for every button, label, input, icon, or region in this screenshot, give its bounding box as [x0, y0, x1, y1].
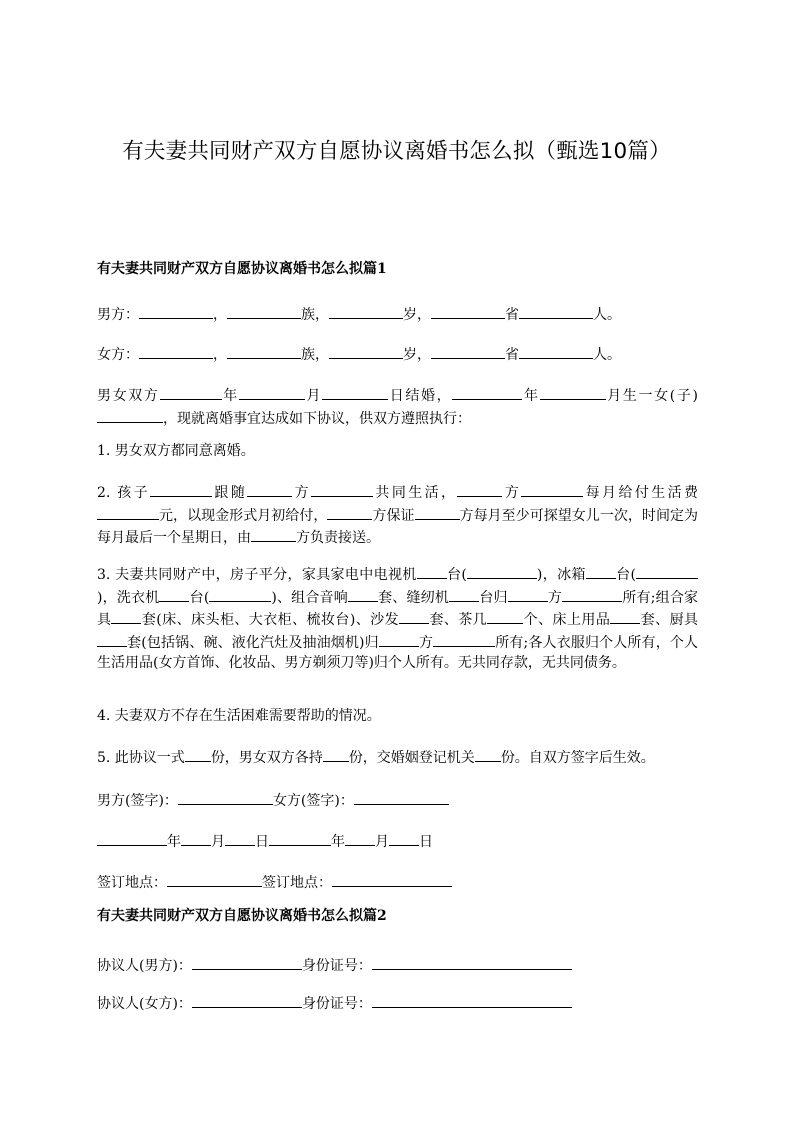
fill-blank — [247, 481, 292, 497]
party-male-line: 协议人(男方)： 身份证号： — [97, 954, 697, 976]
clause-1: 1. 男女双方都同意离婚。 — [97, 443, 255, 459]
fill-blank — [323, 746, 349, 762]
male-info-line: 男方： ， 族， 岁， 省 人。 — [97, 303, 697, 325]
fill-blank — [452, 384, 522, 400]
fill-blank — [433, 631, 495, 647]
fill-blank — [379, 631, 419, 647]
fill-blank — [269, 830, 331, 846]
fill-blank — [225, 830, 255, 846]
fill-blank — [521, 481, 583, 497]
fill-blank — [139, 343, 213, 359]
place-line: 签订地点： 签订地点： — [97, 871, 697, 893]
fill-blank — [457, 481, 502, 497]
fill-blank — [251, 526, 296, 542]
fill-blank — [540, 384, 606, 400]
fill-blank — [227, 303, 301, 319]
fill-blank — [322, 384, 388, 400]
fill-blank — [475, 746, 501, 762]
fill-blank — [345, 830, 375, 846]
marriage-paragraph: 男女双方 年 月 日结婚， 年 月生一女(子)，现就离婚事宜达成如下协议，供双方遵照执行： — [97, 384, 698, 429]
fill-blank — [562, 586, 622, 602]
fill-blank — [111, 608, 141, 624]
fill-blank — [348, 586, 378, 602]
fill-blank — [399, 608, 429, 624]
section-heading-2: 有夫妻共同财产双方自愿协议离婚书怎么拟篇2 — [97, 908, 387, 924]
fill-blank — [192, 992, 302, 1008]
fill-blank — [311, 481, 373, 497]
signature-line: 男方(签字)： 女方(签字)： — [97, 789, 697, 811]
fill-blank — [431, 303, 505, 319]
fill-blank — [508, 586, 548, 602]
fill-blank — [487, 608, 523, 624]
fill-blank — [97, 504, 159, 520]
fill-blank — [97, 407, 163, 423]
fill-blank — [610, 608, 640, 624]
fill-blank — [519, 303, 593, 319]
fill-blank — [449, 586, 479, 602]
fill-blank — [160, 384, 222, 400]
fill-blank — [417, 563, 447, 579]
fill-blank — [636, 563, 698, 579]
fill-blank — [329, 303, 403, 319]
clause-4: 4. 夫妻双方不存在生活困难需要帮助的情况。 — [97, 708, 381, 724]
fill-blank — [97, 830, 167, 846]
fill-blank — [586, 563, 616, 579]
fill-blank — [467, 563, 537, 579]
fill-blank — [372, 992, 572, 1008]
clause-5: 5. 此协议一式 份，男女双方各持 份，交婚姻登记机关 份。自双方签字后生效。 — [97, 746, 697, 768]
fill-blank — [181, 830, 211, 846]
fill-blank — [209, 586, 271, 602]
fill-blank — [139, 303, 213, 319]
fill-blank — [329, 343, 403, 359]
female-info-line: 女方： ， 族， 岁， 省 人。 — [97, 343, 697, 365]
fill-blank — [389, 830, 419, 846]
fill-blank — [327, 504, 372, 520]
fill-blank — [167, 871, 262, 887]
party-female-line: 协议人(女方)： 身份证号： — [97, 992, 697, 1014]
fill-blank — [150, 481, 212, 497]
fill-blank — [431, 343, 505, 359]
fill-blank — [192, 954, 302, 970]
fill-blank — [415, 504, 460, 520]
document-title: 有夫妻共同财产双方自愿协议离婚书怎么拟（甄选10篇） — [122, 139, 671, 164]
fill-blank — [227, 343, 301, 359]
section-heading-1: 有夫妻共同财产双方自愿协议离婚书怎么拟篇1 — [97, 261, 387, 277]
clause-2: 2. 孩子 跟随 方 共同生活， 方 每月给付生活费元，以现金形式月初给付， 方保证 方每月至少可探望女儿一次，时间定为每月最后一个星期日，由 方负责接送。 — [97, 481, 698, 549]
male-signature-blank — [178, 789, 273, 805]
fill-blank — [159, 586, 189, 602]
fill-blank — [97, 631, 127, 647]
clause-3: 3. 夫妻共同财产中，房子平分，家具家电中电视机 台( )，冰箱 台()，洗衣机 台( )、组合音响 套、缝纫机 台归 方 所有;组合家具 套(床、床头柜、大衣柜、梳妆台)、沙发 套、茶几 个、床上用品 套、厨具套(包括锅、碗、液化汽灶及抽油烟机)归 方 所有;各人衣服归个人所有，个人生活用品(女方首饰、化妆品、男方剃须刀等)归个人所有。无共同存款，无共同债务。 — [97, 563, 698, 674]
fill-blank — [185, 746, 211, 762]
fill-blank — [372, 954, 572, 970]
fill-blank — [332, 871, 452, 887]
female-signature-blank — [354, 789, 449, 805]
fill-blank — [519, 343, 593, 359]
date-line: 年 月 日 年 月 日 — [97, 830, 697, 852]
fill-blank — [239, 384, 305, 400]
